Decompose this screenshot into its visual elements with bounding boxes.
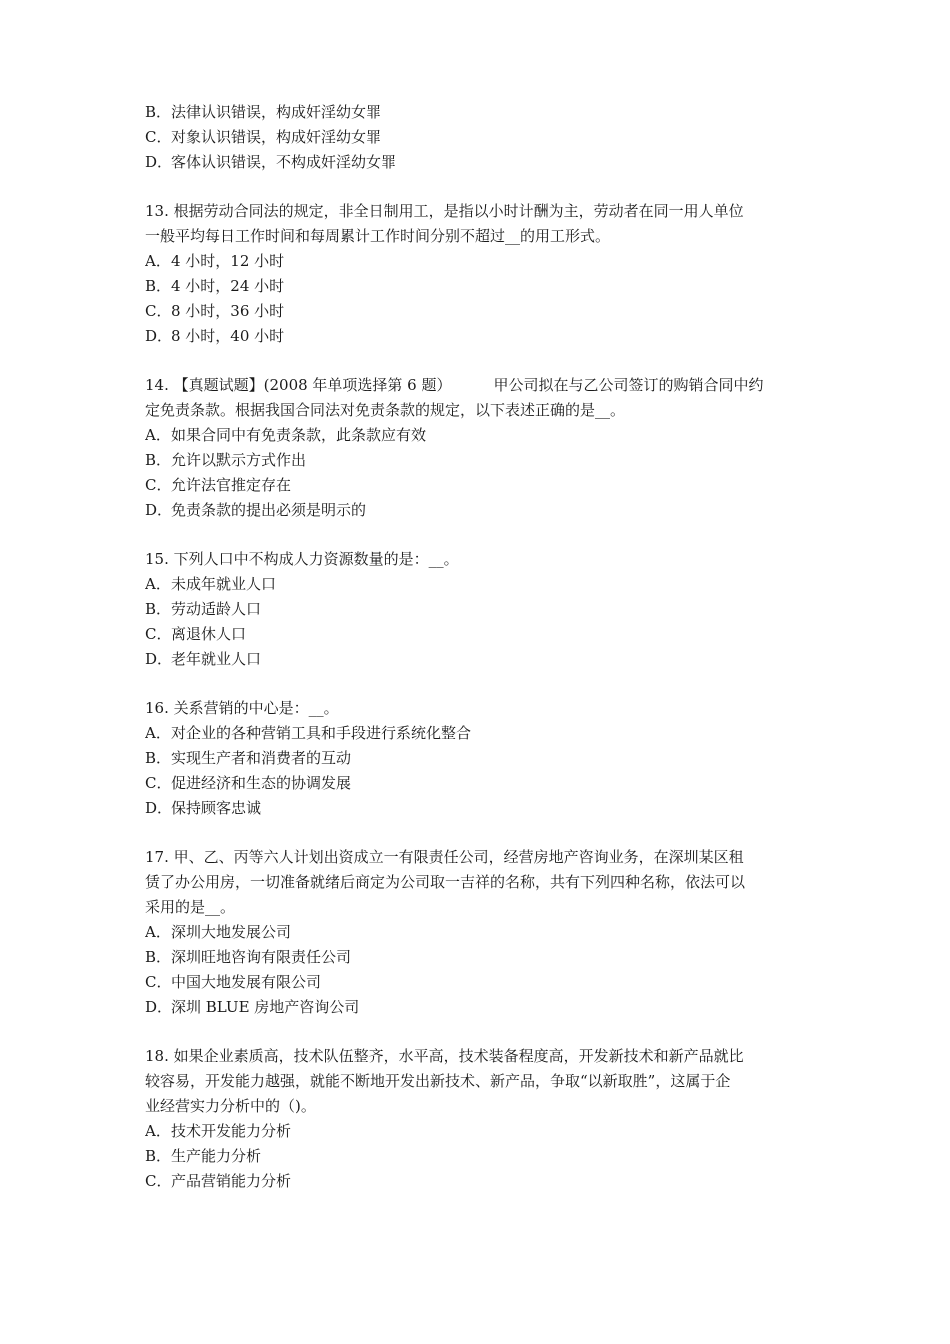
option-d: D．保持顾客忠诚 [145,799,262,817]
question-stem: 赁了办公用房，一切准备就绪后商定为公司取一吉祥的名称，共有下列四种名称，依法可以 [145,873,746,891]
option-a: A．技术开发能力分析 [145,1122,292,1140]
option-c: C．中国大地发展有限公司 [145,973,322,991]
question-stem: 14. 【真题试题】(2008 年单项选择第 6 题） 甲公司拟在与乙公司签订的购销合同中约 [145,376,764,394]
option-a: A．深圳大地发展公司 [145,923,292,941]
option-b: B．深圳旺地咨询有限责任公司 [145,948,352,966]
question-stem: 较容易，开发能力越强，就能不断地开发出新技术、新产品，争取“以新取胜”，这属于企 [145,1072,731,1090]
question-stem: 16. 关系营销的中心是：__。 [145,699,339,717]
question-stem: 17. 甲、乙、丙等六人计划出资成立一有限责任公司，经营房地产咨询业务，在深圳某区租 [145,848,744,866]
option-c: C．离退休人口 [145,625,247,643]
question-13 [145,199,817,349]
option-line: C．对象认识错误，构成奸淫幼女罪 [145,128,382,146]
option-d: D．老年就业人口 [145,650,262,668]
option-d: D．免责条款的提出必须是明示的 [145,501,367,519]
option-c: C．允许法官推定存在 [145,476,292,494]
option-a: A．未成年就业人口 [145,575,277,593]
question-stem: 18. 如果企业素质高，技术队伍整齐，水平高，技术装备程度高，开发新技术和新产品就比 [145,1047,744,1065]
option-b: B．4 小时，24 小时 [145,277,285,295]
option-d: D．深圳 BLUE 房地产咨询公司 [145,998,360,1016]
option-c: C．产品营销能力分析 [145,1172,292,1190]
option-line: D．客体认识错误，不构成奸淫幼女罪 [145,153,397,171]
option-a: A．如果合同中有免责条款，此条款应有效 [145,426,427,444]
question-stem: 一般平均每日工作时间和每周累计工作时间分别不超过__的用工形式。 [145,227,611,245]
option-a: A．4 小时，12 小时 [145,252,285,270]
question-15 [145,547,817,672]
leading-options [145,100,817,175]
option-d: D．8 小时，40 小时 [145,327,285,345]
option-b: B．生产能力分析 [145,1147,262,1165]
option-line: B．法律认识错误，构成奸淫幼女罪 [145,103,382,121]
question-14 [145,373,817,523]
option-b: B．允许以默示方式作出 [145,451,307,469]
option-c: C．8 小时，36 小时 [145,302,285,320]
question-16 [145,696,817,821]
document-page [145,100,817,1194]
question-stem: 定免责条款。根据我国合同法对免责条款的规定，以下表述正确的是__。 [145,401,626,419]
question-17 [145,845,817,1020]
question-stem: 采用的是__。 [145,898,236,916]
option-b: B．劳动适龄人口 [145,600,262,618]
option-b: B．实现生产者和消费者的互动 [145,749,352,767]
question-stem: 13. 根据劳动合同法的规定，非全日制用工，是指以小时计酬为主，劳动者在同一用人单位 [145,202,744,220]
option-c: C．促进经济和生态的协调发展 [145,774,352,792]
question-stem: 15. 下列人口中不构成人力资源数量的是：__。 [145,550,459,568]
question-18 [145,1044,817,1194]
option-a: A．对企业的各种营销工具和手段进行系统化整合 [145,724,472,742]
question-stem: 业经营实力分析中的（)。 [145,1097,316,1115]
